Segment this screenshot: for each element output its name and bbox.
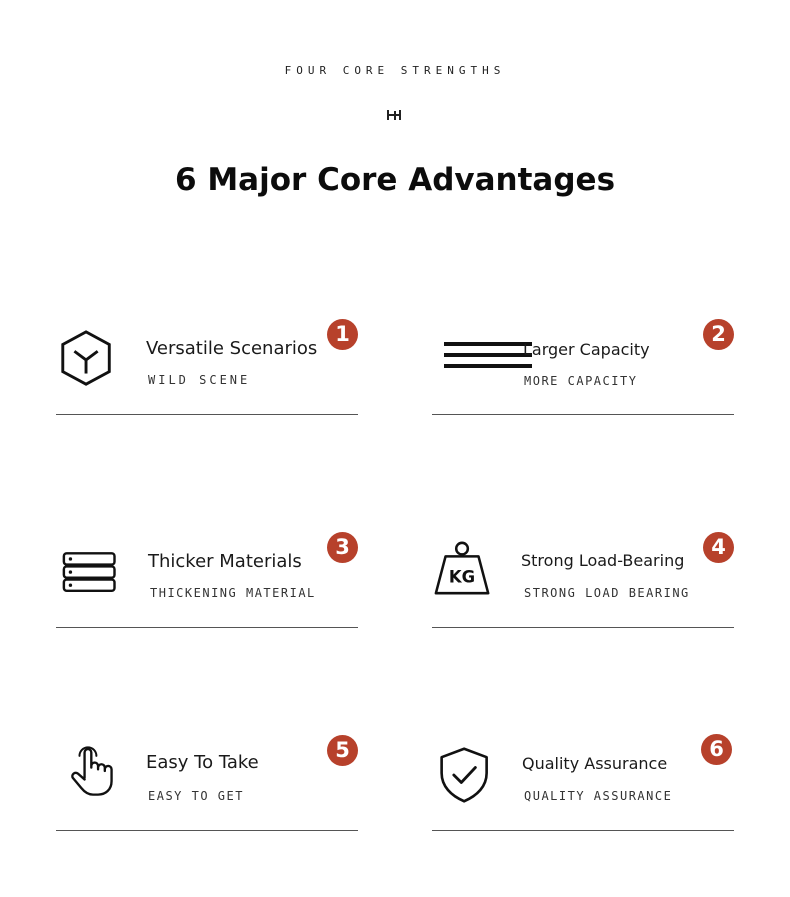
feature-sublabel: WILD SCENE <box>148 373 251 387</box>
feature-card-easy-to-take <box>56 734 358 834</box>
eyebrow-text: FOUR CORE STRENGTHS <box>284 64 506 77</box>
feature-number-badge: 2 <box>703 319 734 350</box>
feature-card-versatile-scenarios <box>56 318 358 418</box>
feature-sublabel: MORE CAPACITY <box>524 374 638 388</box>
feature-label: Larger Capacity <box>523 340 650 359</box>
cube-icon <box>56 328 118 390</box>
divider <box>56 830 358 831</box>
feature-card-thicker-materials <box>56 531 358 631</box>
page-title: 6 Major Core Advantages <box>174 162 616 198</box>
feature-number-badge: 1 <box>327 319 358 350</box>
hand-pointer-icon <box>66 740 120 802</box>
divider <box>432 414 734 415</box>
feature-number-badge: 5 <box>327 735 358 766</box>
feature-card-larger-capacity <box>432 318 734 418</box>
feature-label: Quality Assurance <box>522 754 668 773</box>
feature-label: Versatile Scenarios <box>146 338 318 359</box>
decorative-mark-icon <box>385 108 405 122</box>
feature-number-badge: 6 <box>701 734 732 765</box>
feature-sublabel: QUALITY ASSURANCE <box>524 789 673 803</box>
feature-card-strong-load-bearing <box>432 531 734 631</box>
feature-number-badge: 3 <box>327 532 358 563</box>
feature-card-quality-assurance <box>432 734 734 834</box>
shield-check-icon <box>436 744 496 806</box>
feature-label: Thicker Materials <box>148 551 302 572</box>
feature-sublabel: THICKENING MATERIAL <box>150 586 316 600</box>
weight-kg-icon <box>432 537 494 599</box>
divider <box>432 627 734 628</box>
feature-label: Easy To Take <box>146 752 259 773</box>
weight-kg-label: KG <box>448 567 476 587</box>
divider <box>56 627 358 628</box>
feature-sublabel: EASY TO GET <box>148 789 244 803</box>
divider <box>56 414 358 415</box>
divider <box>432 830 734 831</box>
feature-number-badge: 4 <box>703 532 734 563</box>
feature-sublabel: STRONG LOAD BEARING <box>524 586 690 600</box>
feature-label: Strong Load-Bearing <box>521 551 685 570</box>
layers-icon <box>62 549 122 597</box>
